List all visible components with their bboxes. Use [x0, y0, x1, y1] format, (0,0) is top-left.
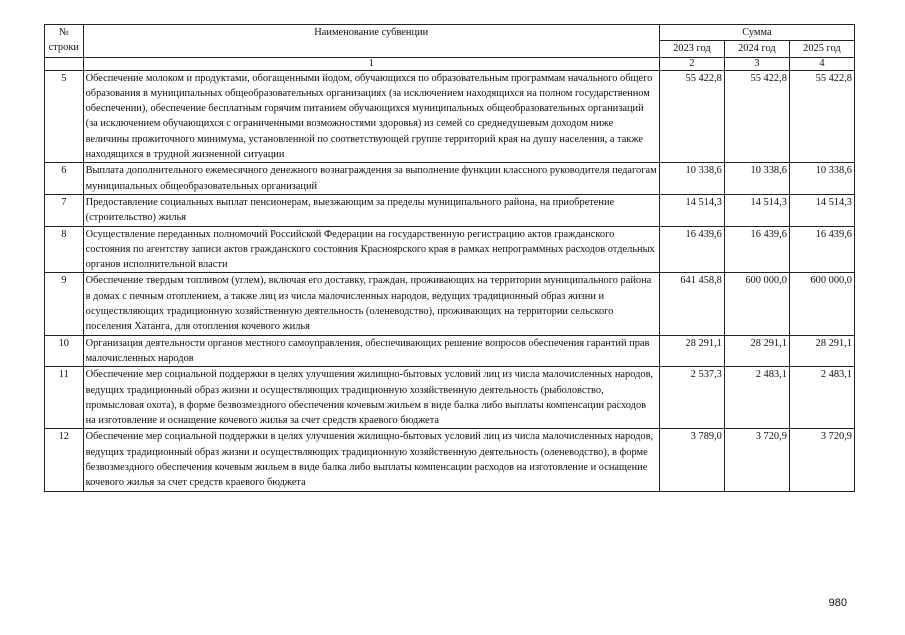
table-row — [45, 194, 855, 226]
header-sum: Сумма — [659, 25, 854, 41]
index-cell-blank — [45, 57, 84, 70]
table-row — [45, 335, 855, 367]
row-value-2025: 55 422,8 — [789, 70, 854, 163]
table-row — [45, 273, 855, 335]
row-value-2024: 3 720,9 — [724, 429, 789, 491]
row-value-2025: 14 514,3 — [789, 194, 854, 226]
header-year-2023: 2023 год — [659, 41, 724, 57]
row-value-2023: 3 789,0 — [659, 429, 724, 491]
row-value-2025: 2 483,1 — [789, 367, 854, 429]
row-value-2025: 28 291,1 — [789, 335, 854, 367]
row-name: Выплата дополнительного ежемесячного денежного вознаграждения за выполнение функции классного руководителя педагогам муниципальных общеобразовательных организаций — [83, 163, 659, 195]
row-name: Предоставление социальных выплат пенсионерам, выезжающим за пределы муниципального района, на приобретение (строительство) жилья — [83, 194, 659, 226]
row-value-2023: 55 422,8 — [659, 70, 724, 163]
header-row-number — [45, 25, 84, 58]
index-cell-3: 3 — [724, 57, 789, 70]
row-value-2023: 641 458,8 — [659, 273, 724, 335]
row-name: Обеспечение твердым топливом (углем), включая его доставку, граждан, проживающих на территории муниципального района в домах с печным отоплением, а также лиц из числа малочисленных народов, ведущих традиционный образ жизни и осуществляющих традиционную хозяйственную деятельность (оленеводство), проживающих на территории сельского поселения Хатанга, для отопления кочевого жилья — [83, 273, 659, 335]
header-row-number-line1: № — [58, 27, 69, 38]
header-row-number-line2: строки — [48, 42, 79, 54]
table-row — [45, 70, 855, 163]
row-value-2023: 28 291,1 — [659, 335, 724, 367]
row-name: Обеспечение мер социальной поддержки в целях улучшения жилищно-бытовых условий лиц из числа малочисленных народов, ведущих традиционный образ жизни и осуществляющих традиционную хозяйственную деятельность (рыболовство, промысловая охота), в форме безвозмездного обеспечения кочевым жильем в виде балка либо выплаты компенсации расходов на изготовление и оснащение кочевого жилья за счет средств краевого бюджета — [83, 367, 659, 429]
row-number: 12 — [45, 429, 84, 491]
index-cell-2: 2 — [659, 57, 724, 70]
row-value-2024: 14 514,3 — [724, 194, 789, 226]
row-value-2024: 55 422,8 — [724, 70, 789, 163]
row-number: 10 — [45, 335, 84, 367]
table-row — [45, 429, 855, 491]
row-name: Обеспечение мер социальной поддержки в целях улучшения жилищно-бытовых условий лиц из числа малочисленных народов, ведущих традиционный образ жизни и осуществляющих традиционную хозяйственную деятельность (оленеводство), в форме безвозмездного обеспечения кочевым жильем в виде балка либо выплаты компенсации расходов на изготовление и оснащение кочевого жилья за счет средств краевого бюджета — [83, 429, 659, 491]
row-number: 5 — [45, 70, 84, 163]
row-number: 7 — [45, 194, 84, 226]
row-value-2025: 3 720,9 — [789, 429, 854, 491]
row-value-2024: 600 000,0 — [724, 273, 789, 335]
row-value-2024: 28 291,1 — [724, 335, 789, 367]
index-cell-1: 1 — [83, 57, 659, 70]
row-value-2024: 2 483,1 — [724, 367, 789, 429]
row-value-2025: 16 439,6 — [789, 226, 854, 273]
table-row — [45, 163, 855, 195]
index-cell-4: 4 — [789, 57, 854, 70]
header-year-2024: 2024 год — [724, 41, 789, 57]
row-name: Обеспечение молоком и продуктами, обогащенными йодом, обучающихся по образовательным программам начального общего образования в муниципальных общеобразовательных организациях (за исключением находящихся на полном государственном обеспечении), обеспечение бесплатным горячим питанием обучающихся муниципальных общеобразовательных организаций (за исключением обучающихся с ограниченными возможностями здоровья) из семей со среднедушевым доходом ниже величины прожиточного минимума, установленной по соответствующей группе территорий края на душу населения, а также находящихся в трудной жизненной ситуации — [83, 70, 659, 163]
row-name: Организация деятельности органов местного самоуправления, обеспечивающих решение вопросов обеспечения гарантий прав малочисленных народов — [83, 335, 659, 367]
row-value-2025: 10 338,6 — [789, 163, 854, 195]
page-number: 980 — [828, 597, 847, 609]
row-value-2024: 10 338,6 — [724, 163, 789, 195]
row-value-2023: 16 439,6 — [659, 226, 724, 273]
row-number: 8 — [45, 226, 84, 273]
subventions-table — [44, 24, 855, 492]
table-header — [45, 25, 855, 71]
row-number: 6 — [45, 163, 84, 195]
header-year-2025: 2025 год — [789, 41, 854, 57]
header-subvention-name: Наименование субвенции — [83, 25, 659, 58]
row-value-2023: 2 537,3 — [659, 367, 724, 429]
table-row — [45, 226, 855, 273]
row-value-2023: 14 514,3 — [659, 194, 724, 226]
row-value-2023: 10 338,6 — [659, 163, 724, 195]
table-row — [45, 367, 855, 429]
row-number: 9 — [45, 273, 84, 335]
row-number: 11 — [45, 367, 84, 429]
row-value-2025: 600 000,0 — [789, 273, 854, 335]
table-body — [45, 70, 855, 491]
row-value-2024: 16 439,6 — [724, 226, 789, 273]
row-name: Осуществление переданных полномочий Российской Федерации на государственную регистрацию актов гражданского состояния по агентству записи актов гражданского состояния Красноярского края в рамках непрограммных расходов отдельных органов исполнительной власти — [83, 226, 659, 273]
